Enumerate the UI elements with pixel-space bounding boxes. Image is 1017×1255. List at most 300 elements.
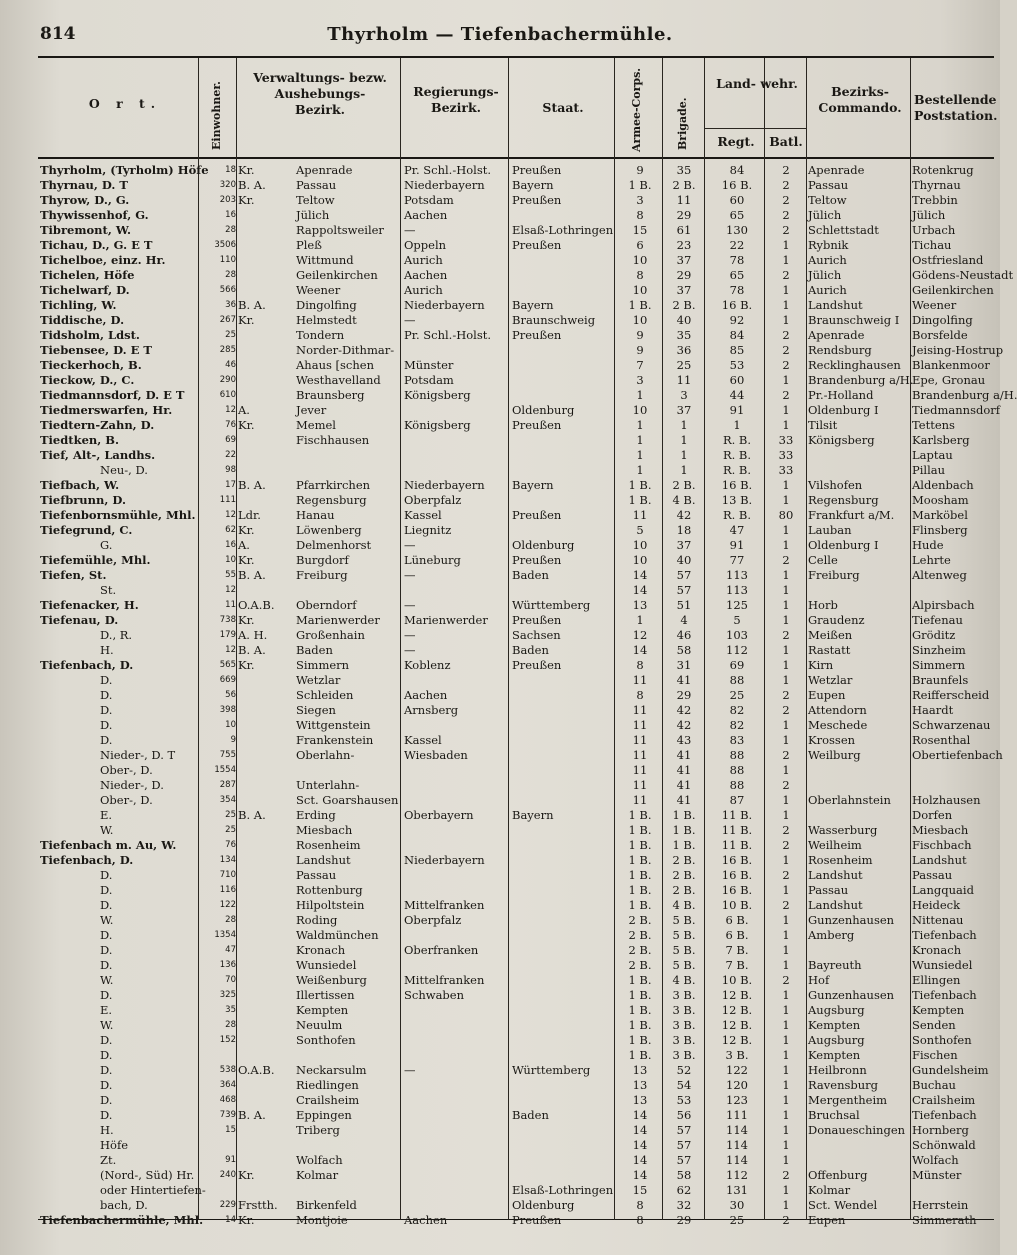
- regiment: 103: [726, 628, 748, 642]
- brigade: 4 B.: [672, 493, 696, 507]
- district: Siegen: [296, 703, 336, 717]
- table-row: [0, 1123, 1000, 1138]
- army-corps: 6: [636, 238, 644, 252]
- brigade: 5 B.: [672, 913, 696, 927]
- brigade: 3: [680, 388, 688, 402]
- inhabitants: 240: [219, 1170, 236, 1180]
- district: Pfarrkirchen: [296, 478, 371, 492]
- regiment: 123: [726, 1093, 748, 1107]
- district: Helmstedt: [296, 313, 357, 327]
- district-command: Kempten: [808, 1048, 861, 1062]
- government-district: Aurich: [404, 253, 443, 267]
- district-command: Augsburg: [808, 1033, 865, 1047]
- brigade: 61: [676, 223, 692, 237]
- regiment: 11 B.: [721, 823, 753, 837]
- army-corps: 11: [632, 778, 648, 792]
- post-station: Gödens-Neustadt: [912, 268, 1014, 282]
- post-station: Tichau: [912, 238, 952, 252]
- district-command: Ravensburg: [808, 1078, 879, 1092]
- post-station: Crailsheim: [912, 1093, 976, 1107]
- post-station: Moosham: [912, 493, 969, 507]
- district: Rosenheim: [296, 838, 361, 852]
- district-command: Passau: [808, 883, 849, 897]
- place-name: Tichau, D., G. E T: [40, 238, 153, 252]
- district: Roding: [296, 913, 338, 927]
- district-command: Lauban: [808, 523, 852, 537]
- brigade: 57: [676, 1153, 692, 1167]
- government-district: Aachen: [404, 208, 448, 222]
- regiment: 5: [733, 613, 741, 627]
- place-name: Tiefenbornsmühle, Mhl.: [40, 508, 196, 522]
- post-station: Gröditz: [912, 628, 956, 642]
- column-header-poststation: Bestellende Poststation.: [914, 92, 998, 123]
- district: Weißenburg: [296, 973, 367, 987]
- place-name: Tiefenbach, D.: [40, 658, 134, 672]
- regiment: 113: [726, 583, 748, 597]
- battalion: 1: [782, 253, 790, 267]
- district-command: Regensburg: [808, 493, 879, 507]
- district: Großenhain: [296, 628, 365, 642]
- inhabitants: 12: [225, 510, 236, 520]
- inhabitants: 28: [225, 270, 236, 280]
- regiment: 12 B.: [721, 1033, 753, 1047]
- regiment: 22: [729, 238, 745, 252]
- government-district: —: [404, 598, 416, 612]
- brigade: 58: [676, 643, 692, 657]
- district: Wetzlar: [296, 673, 341, 687]
- post-station: Tettens: [912, 418, 955, 432]
- table-row: [0, 673, 1000, 688]
- district-command: Horb: [808, 598, 838, 612]
- column-header-armee-corps: Armee-Corps.: [630, 67, 643, 152]
- government-district: Kassel: [404, 508, 442, 522]
- post-station: Tiefenau: [912, 613, 963, 627]
- regiment: 65: [729, 208, 745, 222]
- army-corps: 14: [632, 1168, 648, 1182]
- post-station: Dingolfing: [912, 313, 973, 327]
- army-corps: 1: [636, 388, 644, 402]
- place-name: D.: [100, 688, 113, 702]
- post-station: Borsfelde: [912, 328, 968, 342]
- inhabitants: 325: [219, 990, 236, 1000]
- district-command: Bruchsal: [808, 1108, 860, 1122]
- district-type: B. A.: [238, 298, 266, 312]
- place-name: Tiddische, D.: [40, 313, 125, 327]
- table-row: [0, 508, 1000, 523]
- brigade: 2 B.: [672, 853, 696, 867]
- inhabitants: 565: [219, 660, 236, 670]
- district-command: Donaueschingen: [808, 1123, 906, 1137]
- inhabitants: 111: [219, 495, 236, 505]
- army-corps: 5: [636, 523, 644, 537]
- battalion: 1: [782, 478, 790, 492]
- regiment: 16 B.: [721, 178, 753, 192]
- district-command: Weilheim: [808, 838, 862, 852]
- post-station: Sinzheim: [912, 643, 966, 657]
- brigade: 1: [680, 448, 688, 462]
- district-type: Kr.: [238, 658, 255, 672]
- district: Kempten: [296, 1003, 349, 1017]
- brigade: 5 B.: [672, 928, 696, 942]
- regiment: 125: [726, 598, 748, 612]
- post-station: Fischbach: [912, 838, 972, 852]
- district-command: Apenrade: [808, 163, 865, 177]
- district-command: Gunzenhausen: [808, 988, 895, 1002]
- regiment: 88: [729, 748, 745, 762]
- table-row: [0, 1198, 1000, 1213]
- battalion: 1: [782, 1153, 790, 1167]
- battalion: 2: [782, 973, 790, 987]
- district-command: Jülich: [808, 208, 842, 222]
- inhabitants: 116: [219, 885, 236, 895]
- place-name: Tichelwarf, D.: [40, 283, 130, 297]
- regiment: 114: [726, 1123, 748, 1137]
- district-type: O.A.B.: [238, 598, 275, 612]
- post-station: Alpirsbach: [912, 598, 975, 612]
- brigade: 1 B.: [672, 838, 696, 852]
- brigade: 41: [676, 793, 692, 807]
- state: Baden: [512, 568, 549, 582]
- inhabitants: 15: [225, 1125, 236, 1135]
- district-type: Kr.: [238, 553, 255, 567]
- battalion: 2: [782, 628, 790, 642]
- battalion: 1: [782, 1198, 790, 1212]
- government-district: Lüneburg: [404, 553, 461, 567]
- running-header: [0, 22, 1000, 50]
- inhabitants: 47: [225, 945, 236, 955]
- post-station: Haardt: [912, 703, 954, 717]
- district-command: Eupen: [808, 688, 846, 702]
- district-command: Augsburg: [808, 1003, 865, 1017]
- regiment: 6 B.: [725, 928, 749, 942]
- table-row: [0, 823, 1000, 838]
- battalion: 2: [782, 838, 790, 852]
- state: Preußen: [512, 508, 562, 522]
- battalion: 1: [782, 1018, 790, 1032]
- district-command: Gunzenhausen: [808, 913, 895, 927]
- brigade: 37: [676, 253, 692, 267]
- government-district: —: [404, 538, 416, 552]
- district-type: B. A.: [238, 568, 266, 582]
- table-row: [0, 658, 1000, 673]
- table-row: [0, 343, 1004, 358]
- inhabitants: 69: [225, 435, 236, 445]
- army-corps: 15: [632, 223, 648, 237]
- place-name: Neu-, D.: [100, 463, 148, 477]
- inhabitants: 76: [225, 420, 236, 430]
- battalion: 1: [782, 598, 790, 612]
- place-name: D.: [100, 868, 113, 882]
- government-district: Oberpfalz: [404, 913, 462, 927]
- inhabitants: 710: [219, 870, 236, 880]
- post-station: Weener: [912, 298, 957, 312]
- brigade: 2 B.: [672, 178, 696, 192]
- district: Waldmünchen: [296, 928, 379, 942]
- district: Memel: [296, 418, 336, 432]
- army-corps: 8: [636, 268, 644, 282]
- government-district: Mittelfranken: [404, 898, 485, 912]
- regiment: 12 B.: [721, 988, 753, 1002]
- place-name: Tiefbach, W.: [40, 478, 120, 492]
- district: Unterlahn-: [296, 778, 360, 792]
- regiment: 88: [729, 673, 745, 687]
- district: Crailsheim: [296, 1093, 360, 1107]
- district: Norder-Dithmar-: [296, 343, 395, 357]
- battalion: 2: [782, 823, 790, 837]
- state: Preußen: [512, 658, 562, 672]
- post-station: Jülich: [912, 208, 946, 222]
- battalion: 2: [782, 193, 790, 207]
- place-name: G.: [100, 538, 113, 552]
- brigade: 56: [676, 1108, 692, 1122]
- table-row: [0, 1003, 1000, 1018]
- table-row: [0, 793, 1000, 808]
- brigade: 37: [676, 403, 692, 417]
- district-command: Oldenburg I: [808, 538, 879, 552]
- place-name: Thywissenhof, G.: [40, 208, 149, 222]
- battalion: 1: [782, 883, 790, 897]
- post-station: Tiefenbach: [912, 1108, 977, 1122]
- army-corps: 1 B.: [628, 823, 652, 837]
- brigade: 53: [676, 1093, 692, 1107]
- inhabitants: 76: [225, 840, 236, 850]
- table-row: [0, 1138, 1000, 1153]
- post-station: Dorfen: [912, 808, 953, 822]
- army-corps: 10: [632, 313, 648, 327]
- government-district: Aachen: [404, 1213, 448, 1227]
- battalion: 1: [782, 523, 790, 537]
- place-name: Ober-, D.: [100, 763, 153, 777]
- district-type: B. A.: [238, 478, 266, 492]
- post-station: Schwarzenau: [912, 718, 991, 732]
- inhabitants: 35: [225, 1005, 236, 1015]
- inhabitants: 1554: [214, 765, 236, 775]
- place-name: Thyrholm, (Tyrholm) Höfe: [40, 163, 209, 177]
- district-command: Apenrade: [808, 328, 865, 342]
- district-command: Schlettstadt: [808, 223, 879, 237]
- battalion: 1: [782, 1138, 790, 1152]
- district: Sct. Goarshausen: [296, 793, 399, 807]
- battalion: 1: [782, 418, 790, 432]
- brigade: 57: [676, 1138, 692, 1152]
- district-command: Celle: [808, 553, 838, 567]
- district-type: B. A.: [238, 808, 266, 822]
- post-station: Münster: [912, 1168, 962, 1182]
- district-command: Landshut: [808, 898, 863, 912]
- inhabitants: 152: [219, 1035, 236, 1045]
- place-name: D.: [100, 928, 113, 942]
- inhabitants: 738: [219, 615, 236, 625]
- place-name: Tiebensee, D. E T: [40, 343, 152, 357]
- district-type: Kr.: [238, 1213, 255, 1227]
- post-station: Nittenau: [912, 913, 964, 927]
- government-district: Pr. Schl.-Holst.: [404, 163, 492, 177]
- district: Geilenkirchen: [296, 268, 378, 282]
- place-name: (Nord-, Süd) Hr.: [100, 1168, 195, 1182]
- battalion: 1: [782, 403, 790, 417]
- government-district: Königsberg: [404, 388, 471, 402]
- district: Oberlahn-: [296, 748, 355, 762]
- state: Elsaß-Lothringen: [512, 223, 614, 237]
- inhabitants: 755: [219, 750, 236, 760]
- post-station: Rotenkrug: [912, 163, 974, 177]
- inhabitants: 10: [225, 555, 236, 565]
- place-name: W.: [100, 913, 114, 927]
- army-corps: 1 B.: [628, 1003, 652, 1017]
- place-name: D.: [100, 988, 113, 1002]
- district: Riedlingen: [296, 1078, 359, 1092]
- inhabitants: 203: [219, 195, 236, 205]
- brigade: 4 B.: [672, 973, 696, 987]
- brigade: 25: [676, 358, 692, 372]
- army-corps: 11: [632, 733, 648, 747]
- place-name: D.: [100, 1048, 113, 1062]
- post-station: Flinsberg: [912, 523, 968, 537]
- battalion: 1: [782, 958, 790, 972]
- column-header-regt: Regt.: [717, 134, 755, 149]
- government-district: Niederbayern: [404, 298, 485, 312]
- brigade: 57: [676, 568, 692, 582]
- district: Eppingen: [296, 1108, 352, 1122]
- regiment: 87: [729, 793, 745, 807]
- inhabitants: 56: [225, 690, 236, 700]
- battalion: 2: [782, 343, 790, 357]
- battalion: 1: [782, 1123, 790, 1137]
- table-row: [0, 373, 1000, 388]
- battalion: 1: [782, 913, 790, 927]
- state: Preußen: [512, 418, 562, 432]
- regiment: 84: [729, 328, 745, 342]
- post-station: Tiefenbach: [912, 928, 977, 942]
- inhabitants: 98: [225, 465, 236, 475]
- government-district: Königsberg: [404, 418, 471, 432]
- government-district: Aachen: [404, 268, 448, 282]
- regiment: 7 B.: [725, 958, 749, 972]
- post-station: Karlsberg: [912, 433, 970, 447]
- page-title: Thyrholm — Tiefenbachermühle.: [327, 24, 673, 45]
- regiment: 30: [729, 1198, 745, 1212]
- army-corps: 14: [632, 1108, 648, 1122]
- district-type: B. A.: [238, 178, 266, 192]
- place-name: Thyrnau, D. T: [40, 178, 128, 192]
- battalion: 2: [782, 388, 790, 402]
- state: Sachsen: [512, 628, 561, 642]
- place-name: D.: [100, 703, 113, 717]
- column-header-brigade: Brigade.: [676, 97, 689, 150]
- army-corps: 8: [636, 658, 644, 672]
- table-row: [0, 868, 1000, 883]
- district-type: A.: [238, 403, 250, 417]
- regiment: 12 B.: [721, 1003, 753, 1017]
- place-name: Tieckow, D., C.: [40, 373, 135, 387]
- district-command: Braunschweig I: [808, 313, 900, 327]
- district: Wittmund: [296, 253, 354, 267]
- district-command: Oberlahnstein: [808, 793, 891, 807]
- table-row: [0, 238, 1000, 253]
- district-command: Amberg: [808, 928, 855, 942]
- government-district: —: [404, 643, 416, 657]
- government-district: Oberfranken: [404, 943, 479, 957]
- government-district: —: [404, 223, 416, 237]
- battalion: 1: [782, 568, 790, 582]
- table-row: [0, 988, 1000, 1003]
- table-row: [0, 898, 1000, 913]
- regiment: R. B.: [722, 448, 752, 462]
- brigade: 41: [676, 778, 692, 792]
- state: Braunschweig: [512, 313, 596, 327]
- inhabitants: 468: [219, 1095, 236, 1105]
- army-corps: 11: [632, 718, 648, 732]
- battalion: 1: [782, 238, 790, 252]
- inhabitants: 398: [219, 705, 236, 715]
- brigade: 5 B.: [672, 958, 696, 972]
- table-row: [0, 253, 1000, 268]
- regiment: 16 B.: [721, 298, 753, 312]
- battalion: 2: [782, 268, 790, 282]
- regiment: 11 B.: [721, 838, 753, 852]
- district-type: Frstth.: [238, 1198, 278, 1212]
- district: Teltow: [296, 193, 335, 207]
- column-header-verwaltung: Verwaltungs- bezw. Aushebungs- Bezirk.: [253, 70, 387, 117]
- army-corps: 15: [632, 1183, 648, 1197]
- battalion: 1: [782, 718, 790, 732]
- army-corps: 1 B.: [628, 838, 652, 852]
- place-name: bach, D.: [100, 1198, 148, 1212]
- brigade: 1 B.: [672, 808, 696, 822]
- brigade: 35: [676, 163, 692, 177]
- government-district: —: [404, 1063, 416, 1077]
- inhabitants: 179: [219, 630, 236, 640]
- table-row: [0, 688, 1000, 703]
- post-station: Brandenburg a/H.: [912, 388, 1017, 402]
- table-row: [0, 553, 1000, 568]
- state: Oldenburg: [512, 538, 575, 552]
- brigade: 4: [680, 613, 688, 627]
- brigade: 41: [676, 763, 692, 777]
- table-row: [0, 733, 1000, 748]
- table-row: [0, 838, 1000, 853]
- table-row: [0, 1213, 1000, 1228]
- district: Braunsberg: [296, 388, 365, 402]
- district: Löwenberg: [296, 523, 362, 537]
- army-corps: 8: [636, 208, 644, 222]
- place-name: Tiedmerswarfen, Hr.: [40, 403, 173, 417]
- regiment: 88: [729, 763, 745, 777]
- district: Apenrade: [296, 163, 353, 177]
- regiment: 122: [726, 1063, 748, 1077]
- table-row: [0, 178, 1000, 193]
- table-row: [0, 268, 1014, 283]
- state: Preußen: [512, 328, 562, 342]
- table-row: [0, 358, 1000, 373]
- post-station: Herrstein: [912, 1198, 969, 1212]
- army-corps: 1 B.: [628, 868, 652, 882]
- district-command: Königsberg: [808, 433, 875, 447]
- army-corps: 14: [632, 583, 648, 597]
- district: Pleß: [296, 238, 322, 252]
- district-command: Meißen: [808, 628, 853, 642]
- army-corps: 11: [632, 763, 648, 777]
- brigade: 11: [676, 193, 692, 207]
- district-type: O.A.B.: [238, 1063, 275, 1077]
- brigade: 3 B.: [672, 1033, 696, 1047]
- government-district: Niederbayern: [404, 853, 485, 867]
- regiment: 131: [726, 1183, 748, 1197]
- state: Preußen: [512, 238, 562, 252]
- district-command: Eupen: [808, 1213, 846, 1227]
- battalion: 33: [778, 448, 794, 462]
- battalion: 2: [782, 748, 790, 762]
